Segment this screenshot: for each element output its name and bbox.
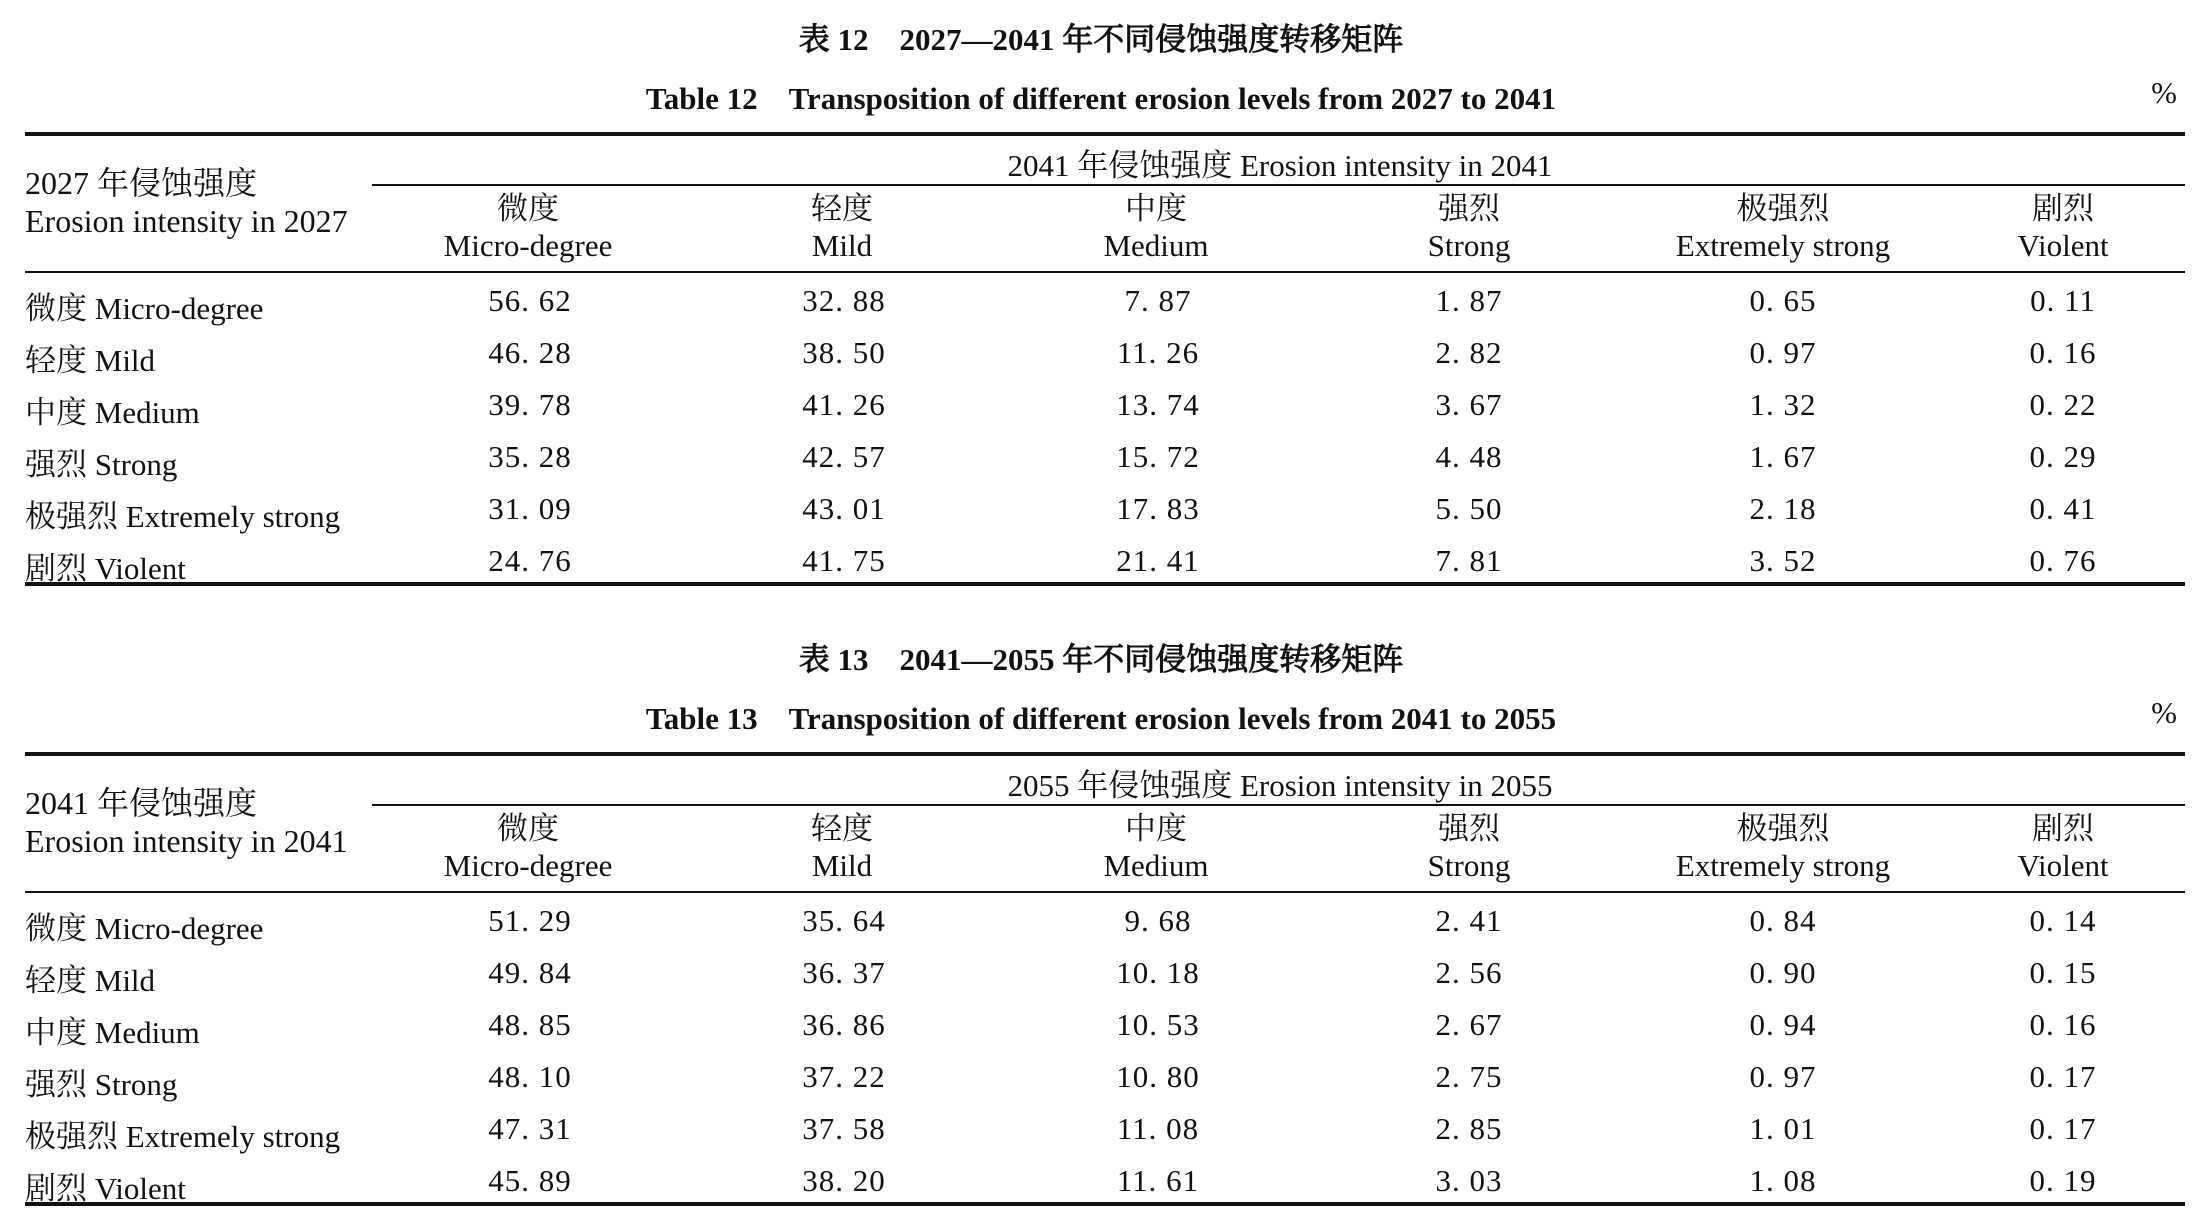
table-cell: 47. 31: [488, 1111, 572, 1146]
table-cell: 5. 50: [1435, 491, 1503, 526]
row-label: 微度 Micro-degree: [25, 291, 264, 326]
col-header-en: Strong: [1427, 228, 1511, 263]
table-cell: 48. 10: [488, 1059, 572, 1094]
table-cell: 1. 67: [1749, 439, 1817, 474]
row-label: 微度 Micro-degree: [25, 911, 264, 946]
row-header: [25, 164, 348, 240]
row-header: [25, 784, 348, 860]
col-header-en: Medium: [1103, 848, 1209, 883]
table-cell: 38. 50: [802, 335, 886, 370]
table-cell: 35. 28: [488, 439, 572, 474]
table-cell: 39. 78: [488, 387, 572, 422]
row-label: 强烈 Strong: [25, 447, 178, 482]
col-header-mild: [811, 810, 873, 884]
col-header-cn: 微度: [497, 191, 559, 226]
row-label: 剧烈 Violent: [25, 551, 186, 586]
col-header-strong: [1428, 190, 1511, 264]
table-cell: 2. 18: [1749, 491, 1817, 526]
table-cell: 10. 80: [1116, 1059, 1200, 1094]
col-header-micro: [444, 190, 613, 264]
table-cell: 0. 17: [2029, 1111, 2097, 1146]
table-cell: 56. 62: [488, 283, 572, 318]
col-header-en: Violent: [2017, 848, 2109, 883]
table-cell: 10. 18: [1116, 955, 1200, 990]
table-cell: 7. 87: [1124, 283, 1192, 318]
col-header-medium: [1103, 810, 1208, 884]
col-header-cn: 强烈: [1438, 811, 1500, 846]
table-cell: 43. 01: [802, 491, 886, 526]
row-header-en: Erosion intensity in 2027: [25, 203, 348, 239]
table-cell: 0. 97: [1749, 1059, 1817, 1094]
col-header-en: Violent: [2017, 228, 2109, 263]
col-header-cn: 剧烈: [2032, 811, 2094, 846]
table-cell: 36. 37: [802, 955, 886, 990]
span-header: 2041 年侵蚀强度 Erosion intensity in 2041: [1007, 148, 1553, 183]
row-label: 极强烈 Extremely strong: [25, 1119, 341, 1154]
unit-label: %: [2151, 695, 2177, 730]
row-label: 中度 Medium: [25, 395, 200, 430]
table-cell: 0. 41: [2029, 491, 2097, 526]
table-cell: 37. 22: [802, 1059, 886, 1094]
col-header-cn: 极强烈: [1736, 811, 1830, 846]
table-cell: 51. 29: [488, 903, 572, 938]
table-cell: 2. 85: [1435, 1111, 1503, 1146]
table-cell: 42. 57: [802, 439, 886, 474]
col-header-micro: [444, 810, 613, 884]
table-cell: 13. 74: [1116, 387, 1200, 422]
table-cell: 35. 64: [802, 903, 886, 938]
row-header-cn: 2041 年侵蚀强度: [25, 785, 258, 821]
col-header-cn: 中度: [1125, 191, 1187, 226]
col-header-cn: 轻度: [811, 811, 873, 846]
table-caption-en: Table 13 Transposition of different erosion levels from 2041 to 2055: [645, 701, 1557, 736]
table-cell: 3. 67: [1435, 387, 1503, 422]
table-cell: 1. 87: [1435, 283, 1503, 318]
table-cell: 0. 11: [2030, 283, 2096, 318]
col-header-extremely-strong: [1676, 190, 1890, 264]
table-cell: 2. 41: [1435, 903, 1503, 938]
table-cell: 0. 65: [1749, 283, 1817, 318]
table-cell: 32. 88: [802, 283, 886, 318]
table-cell: 1. 08: [1749, 1163, 1817, 1198]
table-cell: 0. 16: [2029, 335, 2097, 370]
row-label: 强烈 Strong: [25, 1067, 178, 1102]
table-cell: 0. 94: [1749, 1007, 1817, 1042]
table-cell: 41. 75: [802, 543, 886, 578]
col-header-cn: 剧烈: [2032, 191, 2094, 226]
row-label: 轻度 Mild: [25, 963, 156, 998]
table-cell: 0. 14: [2029, 903, 2097, 938]
col-header-en: Extremely strong: [1675, 228, 1891, 263]
table-cell: 0. 90: [1749, 955, 1817, 990]
table-cell: 0. 15: [2029, 955, 2097, 990]
col-header-mild: [811, 190, 873, 264]
col-header-en: Medium: [1103, 228, 1209, 263]
table-cell: 0. 76: [2029, 543, 2097, 578]
table-cell: 11. 08: [1116, 1111, 1200, 1146]
table-cell: 38. 20: [802, 1163, 886, 1198]
row-label: 轻度 Mild: [25, 343, 156, 378]
bottom-rule: [25, 582, 2185, 586]
table-cell: 0. 17: [2029, 1059, 2097, 1094]
table-cell: 24. 76: [488, 543, 572, 578]
row-label: 中度 Medium: [25, 1015, 200, 1050]
col-header-en: Micro-degree: [443, 848, 613, 883]
col-header-violent: [2017, 810, 2108, 884]
col-header-violent: [2017, 190, 2108, 264]
col-header-en: Strong: [1427, 848, 1511, 883]
row-label: 剧烈 Violent: [25, 1171, 186, 1206]
table-cell: 0. 16: [2029, 1007, 2097, 1042]
table-cell: 11. 26: [1116, 335, 1200, 370]
table-cell: 46. 28: [488, 335, 572, 370]
unit-label: %: [2151, 75, 2177, 110]
table-cell: 9. 68: [1124, 903, 1192, 938]
col-header-en: Extremely strong: [1675, 848, 1891, 883]
col-header-en: Mild: [811, 848, 873, 883]
table-caption-en: Table 12 Transposition of different erosion levels from 2027 to 2041: [645, 81, 1557, 116]
col-header-en: Mild: [811, 228, 873, 263]
table-cell: 2. 82: [1435, 335, 1503, 370]
col-header-medium: [1103, 190, 1208, 264]
table-cell: 4. 48: [1435, 439, 1503, 474]
table-cell: 0. 19: [2029, 1163, 2097, 1198]
header-rule: [25, 891, 2185, 893]
table-cell: 2. 67: [1435, 1007, 1503, 1042]
span-header: 2055 年侵蚀强度 Erosion intensity in 2055: [1007, 768, 1553, 803]
table-cell: 0. 29: [2029, 439, 2097, 474]
row-header-en: Erosion intensity in 2041: [25, 823, 348, 859]
table-cell: 10. 53: [1116, 1007, 1200, 1042]
table-cell: 49. 84: [488, 955, 572, 990]
table-cell: 31. 09: [488, 491, 572, 526]
table-cell: 0. 97: [1749, 335, 1817, 370]
table-cell: 0. 84: [1749, 903, 1817, 938]
row-label: 极强烈 Extremely strong: [25, 499, 341, 534]
table-cell: 2. 56: [1435, 955, 1503, 990]
top-rule: [25, 132, 2185, 136]
bottom-rule: [25, 1202, 2185, 1206]
table-cell: 17. 83: [1116, 491, 1200, 526]
table-cell: 21. 41: [1116, 543, 1200, 578]
col-header-cn: 微度: [497, 811, 559, 846]
table-cell: 45. 89: [488, 1163, 572, 1198]
table-cell: 1. 01: [1749, 1111, 1817, 1146]
header-rule: [25, 271, 2185, 273]
col-header-cn: 极强烈: [1736, 191, 1830, 226]
table-cell: 11. 61: [1116, 1163, 1200, 1198]
table-cell: 7. 81: [1435, 543, 1503, 578]
col-header-cn: 轻度: [811, 191, 873, 226]
table-cell: 15. 72: [1116, 439, 1200, 474]
table-cell: 41. 26: [802, 387, 886, 422]
table-caption-cn: 表 13 2041—2055 年不同侵蚀强度转移矩阵: [798, 642, 1404, 677]
col-header-strong: [1428, 810, 1511, 884]
table-cell: 48. 85: [488, 1007, 572, 1042]
table-cell: 3. 52: [1749, 543, 1817, 578]
top-rule: [25, 752, 2185, 756]
table-cell: 0. 22: [2029, 387, 2097, 422]
table-cell: 1. 32: [1749, 387, 1817, 422]
col-header-extremely-strong: [1676, 810, 1890, 884]
col-header-cn: 中度: [1125, 811, 1187, 846]
table-caption-cn: 表 12 2027—2041 年不同侵蚀强度转移矩阵: [798, 22, 1404, 57]
table-cell: 36. 86: [802, 1007, 886, 1042]
table-cell: 2. 75: [1435, 1059, 1503, 1094]
col-header-cn: 强烈: [1438, 191, 1500, 226]
row-header-cn: 2027 年侵蚀强度: [25, 165, 258, 201]
col-header-en: Micro-degree: [443, 228, 613, 263]
table-cell: 3. 03: [1435, 1163, 1503, 1198]
table-cell: 37. 58: [802, 1111, 886, 1146]
